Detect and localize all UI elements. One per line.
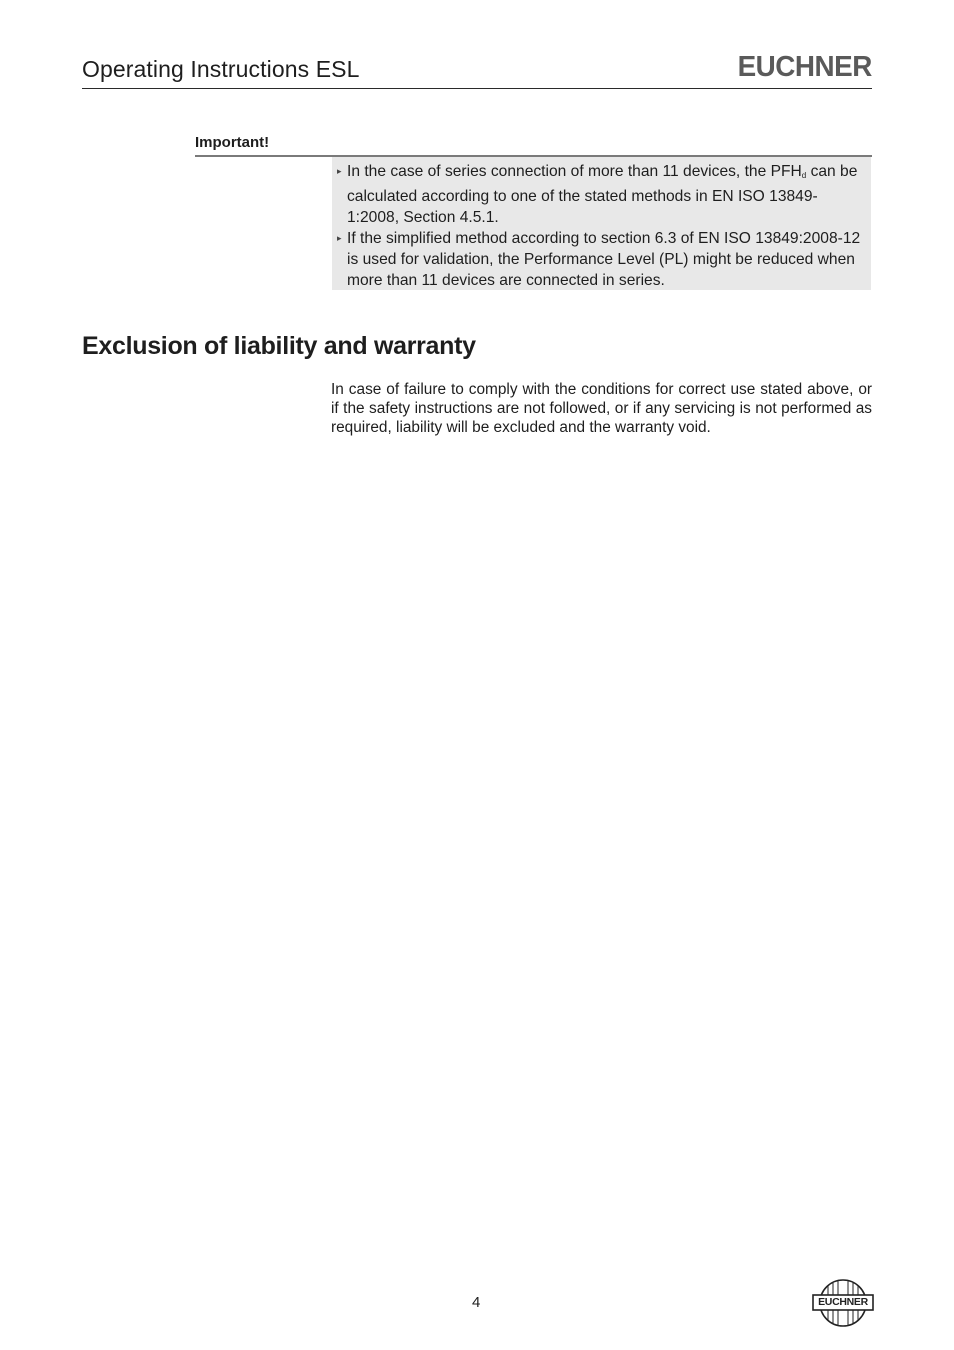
pfh-subscript: d: [801, 171, 807, 180]
section-body: In case of failure to comply with the conditions for correct use stated above, or if the safety instructions are not followed, or if any servicing is not performed as required, liability will be excluded and the warranty void.: [331, 381, 872, 436]
brand-logo: EUCHNER: [737, 51, 872, 83]
note-item-text-start: In the case of series connection of more than 11 devices, the PFH: [347, 163, 802, 180]
note-item: [336, 161, 863, 228]
important-note-box: [332, 157, 871, 290]
important-label: Important!: [195, 134, 270, 151]
page-number: 4: [472, 1294, 481, 1311]
header-divider: [82, 88, 872, 89]
section-heading: Exclusion of liability and warranty: [82, 332, 476, 360]
note-item-text-end: can be calculated according to one of the stated methods in EN ISO 13849-1:2008, Section 4.5.1.: [347, 163, 858, 226]
triangle-right-bullet-icon: ▸: [337, 233, 342, 243]
document-title: Operating Instructions ESL: [82, 56, 360, 82]
euchner-seal-logo-icon: [812, 1278, 874, 1328]
note-item: [336, 228, 863, 291]
triangle-right-bullet-icon: ▸: [337, 166, 342, 176]
footer-logo-text: EUCHNER: [818, 1296, 868, 1308]
note-item-text: If the simplified method according to section 6.3 of EN ISO 13849:2008-12 is used for validation, the Performance Level (PL) might be reduced when more than 11 devices are connected in series.: [347, 230, 861, 289]
